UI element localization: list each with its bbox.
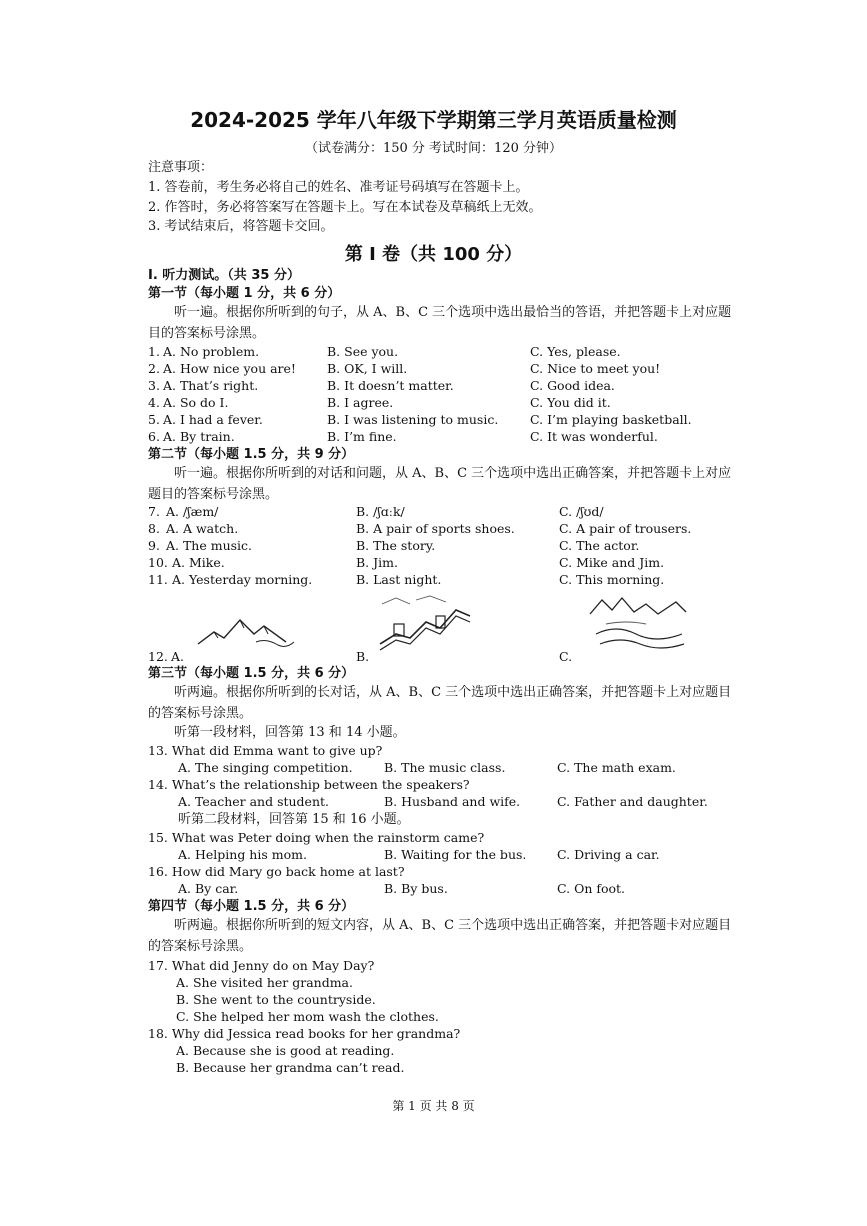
question-stem: 15. What was Peter doing when the rainstorm came? <box>148 830 485 845</box>
option-c: C. Father and daughter. <box>557 794 708 809</box>
material-note: 听第二段材料，回答第 15 和 16 小题。 <box>178 812 410 827</box>
option-b: B. I was listening to music. <box>327 412 499 427</box>
question-stem: 16. How did Mary go back home at last? <box>148 864 405 879</box>
option-c: C. On foot. <box>557 881 626 896</box>
option-b: B. /ʃɑːk/ <box>356 504 405 519</box>
question-number: 7. <box>148 504 160 519</box>
notice-item: 1. 答卷前，考生务必将自己的姓名、准考证号码填写在答题卡上。 <box>148 180 529 195</box>
section1-title: 第一节（每小题 1 分，共 6 分） <box>148 286 341 301</box>
option-b: B. She went to the countryside. <box>176 992 376 1007</box>
question-number: 12. <box>148 649 168 664</box>
option-b: B. Because her grandma can’t read. <box>176 1060 405 1075</box>
option-a: A. I had a fever. <box>163 412 263 427</box>
option-a: A. Helping his mom. <box>178 847 307 862</box>
option-b: B. Waiting for the bus. <box>384 847 527 862</box>
option-b: B. I agree. <box>327 395 394 410</box>
option-b: B. OK, I will. <box>327 361 408 376</box>
question-stem: 17. What did Jenny do on May Day? <box>148 958 375 973</box>
part1-title: I. 听力测试。（共 35 分） <box>148 268 300 283</box>
option-b: B. See you. <box>327 344 399 359</box>
option-a: A. By train. <box>163 429 235 444</box>
question-number: 9. <box>148 538 160 553</box>
option-b: B. It doesn’t matter. <box>327 378 454 393</box>
notice-heading: 注意事项： <box>148 160 214 175</box>
option-b: B. I’m fine. <box>327 429 397 444</box>
question-stem: 13. What did Emma want to give up? <box>148 743 383 758</box>
volume-title: 第 I 卷（共 100 分） <box>344 244 523 265</box>
option-c: C. Mike and Jim. <box>559 555 665 570</box>
option-a: A. Because she is good at reading. <box>176 1043 395 1058</box>
option-a: A. That’s right. <box>163 378 259 393</box>
option-b: B. <box>356 649 370 664</box>
question-number: 10. <box>148 555 168 570</box>
option-a: A. Yesterday morning. <box>172 572 313 587</box>
option-a: A. The music. <box>166 538 253 553</box>
option-b: B. The music class. <box>384 760 506 775</box>
option-b: B. Jim. <box>356 555 398 570</box>
option-c: C. I’m playing basketball. <box>530 412 692 427</box>
material-note: 听第一段材料，回答第 13 和 14 小题。 <box>174 725 406 740</box>
question-stem: 14. What’s the relationship between the speakers? <box>148 777 470 792</box>
section3-title: 第三节（每小题 1.5 分，共 6 分） <box>148 666 355 681</box>
option-b: B. Last night. <box>356 572 442 587</box>
option-a: A. <box>171 649 185 664</box>
option-c: C. You did it. <box>530 395 611 410</box>
section4-title: 第四节（每小题 1.5 分，共 6 分） <box>148 899 355 914</box>
page-title: 2024-2025 学年八年级下学期第三学月英语质量检测 <box>190 108 677 132</box>
notice-item: 2. 作答时，务必将答案写在答题卡上。写在本试卷及草稿纸上无效。 <box>148 200 542 215</box>
option-c: C. The actor. <box>559 538 640 553</box>
section4-instruction: 听两遍。根据你所听到的短文内容，从 A、B、C 三个选项中选出正确答案，并把答题卡对应题目的答案标号涂黑。 <box>148 918 732 954</box>
question-number: 6. <box>148 429 160 444</box>
question-number: 5. <box>148 412 160 427</box>
page-footer: 第 1 页 共 8 页 <box>392 1099 475 1113</box>
notice-item: 3. 考试结束后，将答题卡交回。 <box>148 219 334 234</box>
option-a: A. She visited her grandma. <box>176 975 353 990</box>
option-a: A. Mike. <box>172 555 225 570</box>
option-c: C. Yes, please. <box>530 344 621 359</box>
section1-instruction: 听一遍。根据你所听到的句子，从 A、B、C 三个选项中选出最恰当的答语，并把答题卡上对应题目的答案标号涂黑。 <box>148 305 732 341</box>
option-a: A. How nice you are! <box>163 361 296 376</box>
mountains-icon <box>196 612 296 652</box>
section2-title: 第二节（每小题 1.5 分，共 9 分） <box>148 447 355 462</box>
option-a: A. /ʃæm/ <box>166 504 219 519</box>
option-c: C. <box>559 649 573 664</box>
question-number: 4. <box>148 395 160 410</box>
option-b: B. A pair of sports shoes. <box>356 521 515 536</box>
option-a: A. The singing competition. <box>178 760 353 775</box>
question-number: 3. <box>148 378 160 393</box>
option-a: A. A watch. <box>166 521 239 536</box>
option-a: A. Teacher and student. <box>178 794 330 809</box>
river-mountain-icon <box>586 594 688 656</box>
option-c: C. It was wonderful. <box>530 429 658 444</box>
option-b: B. Husband and wife. <box>384 794 521 809</box>
question-stem: 18. Why did Jessica read books for her grandma? <box>148 1026 461 1041</box>
page-subtitle: （试卷满分：150 分 考试时间：120 分钟） <box>304 141 563 156</box>
option-b: B. The story. <box>356 538 436 553</box>
option-a: A. No problem. <box>163 344 260 359</box>
option-a: A. By car. <box>178 881 239 896</box>
option-c: C. Good idea. <box>530 378 615 393</box>
question-number: 8. <box>148 521 160 536</box>
section2-instruction: 听一遍。根据你所听到的对话和问题，从 A、B、C 三个选项中选出正确答案，并把答题卡上对应题目的答案标号涂黑。 <box>148 466 732 502</box>
question-number: 1. <box>148 344 160 359</box>
great-wall-icon <box>376 594 474 652</box>
option-c: C. A pair of trousers. <box>559 521 692 536</box>
option-c: C. /ʃʊd/ <box>559 504 604 519</box>
option-c: C. She helped her mom wash the clothes. <box>176 1009 439 1024</box>
question-number: 11. <box>148 572 168 587</box>
option-a: A. So do I. <box>163 395 229 410</box>
option-b: B. By bus. <box>384 881 448 896</box>
option-c: C. This morning. <box>559 572 665 587</box>
question-number: 2. <box>148 361 160 376</box>
section3-instruction: 听两遍。根据你所听到的长对话，从 A、B、C 三个选项中选出正确答案，并把答题卡上对应题目的答案标号涂黑。 <box>148 685 732 721</box>
option-c: C. Driving a car. <box>557 847 660 862</box>
option-c: C. Nice to meet you! <box>530 361 661 376</box>
option-c: C. The math exam. <box>557 760 676 775</box>
